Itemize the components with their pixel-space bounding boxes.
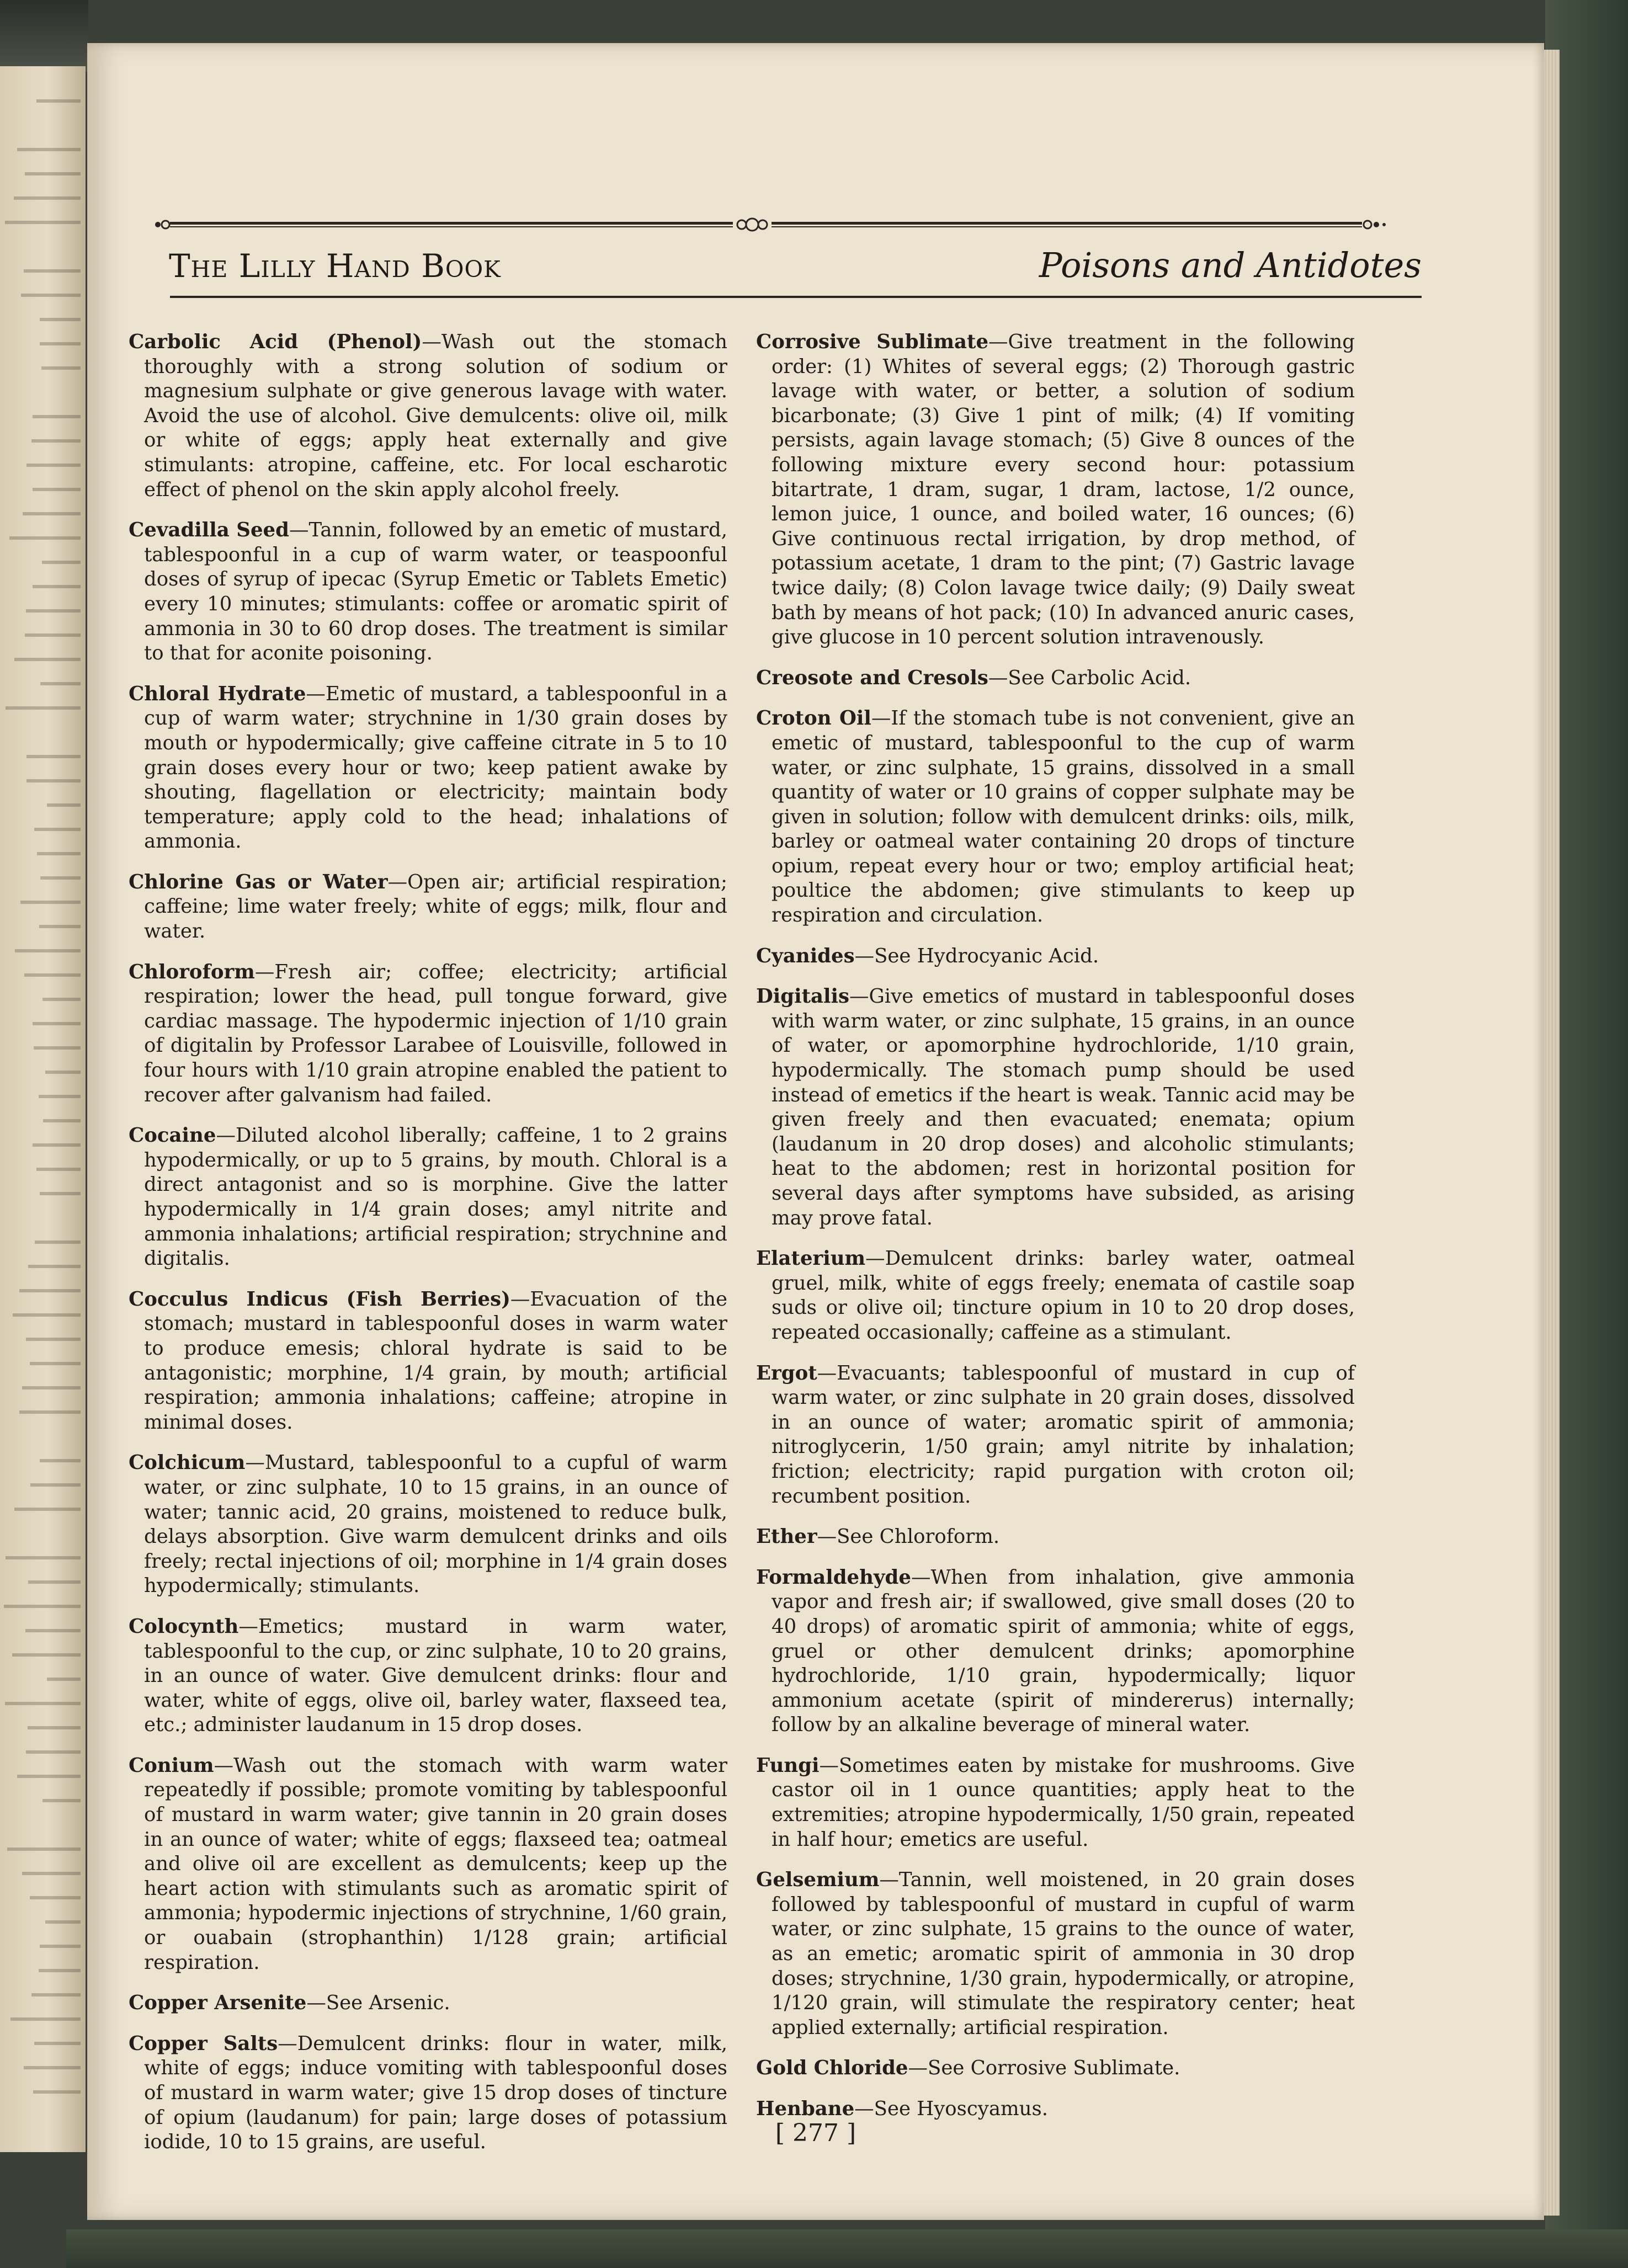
right-column: [756, 330, 1355, 2138]
poison-name: Carbolic Acid (Phenol): [129, 331, 422, 353]
facing-page-text-line: [40, 1945, 81, 1948]
facing-page-text-line: [17, 148, 81, 151]
poison-name: Henbane: [756, 2097, 855, 2120]
antidote-entry: [756, 984, 1355, 1231]
facing-page-text-line: [41, 366, 81, 370]
facing-page-text-line: [43, 1119, 81, 1122]
antidote-entry: [129, 1451, 727, 1599]
facing-page-text-line: [14, 196, 81, 200]
antidote-entry: [129, 960, 727, 1108]
facing-page-text-line: [19, 1410, 81, 1414]
treatment-text: —Demulcent drinks: flour in water, milk, white of eggs; induce vomiting with tablespoonful doses of mustard in warm water; give 15 drop doses of tincture of opium (laudanum) for pain; large doses of potassium iodide, 10 to 15 grains, are useful.: [144, 2032, 727, 2154]
poison-name: Ether: [756, 1525, 817, 1548]
treatment-text: —Give treatment in the following order: (1) Whites of several eggs; (2) Thorough gastric lavage with water, or better, a solution of sodium bicarbonate; (3) Give 1 pint of milk; (4) If vomiting persists, again lavage stomach; (5) Give 8 ounces of the following mixture every second hour: potassium bitartrate, 1 dram, sugar, 1 dram, lactose, 1/2 ounce, lemon juice, 1 ounce, and boiled water, 16 ounces; (6) Give continuous rectal irrigation, by drop method, of potassium acetate, 1 dram to the pint; (7) Gastric lavage twice daily; (8) Colon lavage twice daily; (9) Daily sweat bath by means of hot pack; (10) In advanced anuric cases, give glucose in 10 percent solution intravenously.: [772, 331, 1355, 649]
treatment-text: —Sometimes eaten by mistake for mushrooms. Give castor oil in 1 ounce quantities; apply heat to the extremities; atropine hypodermically, 1/50 grain, repeated in half hour; emetics are useful.: [772, 1754, 1355, 1851]
facing-page-text-line: [40, 682, 81, 685]
antidote-entry: [129, 682, 727, 854]
treatment-text: —Mustard, tablespoonful to a cupful of warm water, or zinc sulphate, 10 to 15 grains, in an ounce of water; tannic acid, 20 grains, moistened to reduce bulk, delays absorption. Give warm demulcent drinks and oils freely; rectal injections of oil; morphine in 1/4 grain doses hypodermically; stimulants.: [144, 1451, 727, 1598]
facing-page-text-line: [31, 1993, 81, 1997]
facing-page-text-line: [34, 1046, 81, 1050]
antidote-entry: [129, 2032, 727, 2155]
facing-page-text-line: [26, 1750, 81, 1754]
antidote-entry: [129, 1991, 727, 2016]
poison-name: Fungi: [756, 1754, 820, 1777]
antidote-entry: [129, 1287, 727, 1435]
facing-page-text-line: [47, 1678, 81, 1681]
treatment-text: —Emetic of mustard, a tablespoonful in a cup of warm water; strychnine in 1/30 grain doses by mouth or hypodermically; give caffeine citrate in 5 to 10 grain doses every hour or two; keep patient awake by shouting, flagellation or electricity; maintain body temperature; apply cold to the head; inhalations of ammonia.: [144, 682, 727, 853]
antidote-entry: [129, 1754, 727, 1975]
poison-name: Digitalis: [756, 985, 849, 1008]
facing-page-text-line: [42, 998, 81, 1001]
facing-page-text-line: [30, 1483, 81, 1487]
poison-name: Cyanides: [756, 944, 855, 967]
antidote-entry: [756, 2097, 1355, 2122]
facing-page-text-line: [13, 1313, 81, 1317]
treatment-text: —Diluted alcohol liberally; caffeine, 1 to 2 grains hypodermically, or up to 5 grains, by mouth. Chloral is a direct antagonist and so is morphine. Give the latter hypodermically in 1/4 grain doses; amyl nitrite and ammonia inhalations; artificial respiration; strychnine and digitalis.: [144, 1124, 727, 1270]
facing-page-text-line: [15, 949, 81, 952]
poison-name: Chloral Hydrate: [129, 682, 306, 705]
facing-page-text-line: [33, 415, 81, 418]
facing-page: [0, 66, 86, 2152]
antidote-entry: [129, 1615, 727, 1738]
poison-name: Gold Chloride: [756, 2057, 908, 2080]
facing-page-text-line: [24, 2066, 81, 2069]
facing-page-text-line: [26, 1338, 81, 1341]
facing-page-text-line: [6, 1556, 81, 1559]
antidote-entry: [756, 330, 1355, 650]
poison-name: Creosote and Cresols: [756, 666, 988, 689]
facing-page-text-line: [23, 512, 81, 515]
antidote-entry: [129, 1124, 727, 1271]
facing-page-text-line: [10, 2017, 81, 2021]
treatment-text: —Open air; artificial respiration; caffeine; lime water freely; white of eggs; milk, flour and water.: [144, 870, 727, 943]
poison-name: Cevadilla Seed: [129, 519, 289, 542]
facing-page-text-line: [25, 633, 81, 637]
facing-page-text-line: [25, 172, 81, 175]
facing-page-text-line: [42, 1799, 81, 1802]
facing-page-text-line: [40, 342, 81, 345]
book-cover-bottom: [66, 2229, 1628, 2268]
facing-page-text-line: [26, 779, 81, 782]
facing-page-text-line: [4, 1605, 81, 1608]
facing-page-text-line: [6, 706, 81, 710]
poison-name: Gelsemium: [756, 1868, 880, 1892]
facing-page-text-line: [28, 1580, 81, 1584]
section-title: Poisons and Antidotes: [1039, 245, 1422, 285]
book-shadow: [0, 0, 88, 72]
facing-page-text-line: [39, 1095, 81, 1098]
poison-name: Chlorine Gas or Water: [129, 870, 388, 893]
facing-page-text-line: [26, 755, 81, 758]
treatment-text: —See Carbolic Acid.: [988, 666, 1191, 689]
poison-name: Copper Arsenite: [129, 1992, 307, 2015]
poison-name: Formaldehyde: [756, 1566, 911, 1589]
facing-page-text-line: [34, 828, 81, 831]
poison-name: Ergot: [756, 1361, 817, 1385]
poison-name: Copper Salts: [129, 2032, 278, 2055]
antidote-entry: [756, 2056, 1355, 2081]
facing-page-text-line: [37, 852, 81, 855]
treatment-text: —Give emetics of mustard in tablespoonful doses with warm water, or zinc sulphate, 15 grains, in an ounce of water, or apomorphine hydrochloride, 1/10 grain, hypodermically. The stomach pump should be used instead of emetics if the heart is weak. Tannic acid may be given freely and then evacuated; enemata; opium (laudanum in 20 drop doses) and alcoholic stimulants; heat to the abdomen; rest in horizontal position for several days after symptoms have subsided, as arising may prove fatal.: [772, 985, 1355, 1229]
facing-page-text-line: [34, 2042, 81, 2045]
poison-name: Colocynth: [129, 1615, 239, 1638]
facing-page-text-line: [33, 1143, 81, 1147]
treatment-text: —Fresh air; coffee; electricity; artificial respiration; lower the head, pull tongue forward, give cardiac massage. The hypodermic injection of 1/10 grain of digitalin by Professor Larabee of Louisville, followed in four hours with 1/10 grain atropine enabled the patient to recover after galvanism had failed.: [144, 960, 727, 1106]
book-title: [169, 247, 501, 285]
treatment-text: —See Corrosive Sublimate.: [908, 2057, 1180, 2080]
antidote-entry: [756, 1566, 1355, 1738]
antidote-entry: [756, 1525, 1355, 1550]
facing-page-text-line: [28, 1726, 81, 1729]
facing-page-text-line: [39, 925, 81, 928]
antidote-entry: [756, 944, 1355, 969]
treatment-text: —See Hyoscyamus.: [854, 2097, 1049, 2120]
facing-page-text-line: [7, 1848, 81, 1851]
facing-page-text-line: [26, 609, 81, 613]
facing-page-text-line: [40, 318, 81, 321]
treatment-text: —See Chloroform.: [817, 1525, 1000, 1548]
antidote-entry: [756, 666, 1355, 691]
poison-name: Corrosive Sublimate: [756, 331, 989, 353]
facing-page-text-line: [22, 1872, 81, 1875]
treatment-text: —When from inhalation, give ammonia vapor and fresh air; if swallowed, give small doses (20 to 40 drops) of aromatic spirit of ammonia; white of eggs, gruel or other demulcent drinks; apomorphine hydrochloride, 1/10 grain, hypodermically; liquor ammonium acetate (spirit of mindererus) internally; follow by an alkaline beverage of mineral water.: [772, 1566, 1355, 1737]
treatment-text: —Evacuants; tablespoonful of mustard in cup of warm water, or zinc sulphate in 20 grain doses, dissolved in an ounce of water; aromatic spirit of ammonia; nitroglycerin, 1/50 grain; amyl nitrite by inhalation; friction; electricity; rapid purgation with croton oil; recumbent position.: [772, 1361, 1355, 1508]
poison-name: Croton Oil: [756, 707, 871, 730]
antidote-entry: [129, 870, 727, 944]
antidote-entry: [756, 1868, 1355, 2040]
book-page: [87, 43, 1544, 2220]
facing-page-text-line: [36, 1168, 81, 1171]
treatment-text: —Evacuation of the stomach; mustard in tablespoonful doses in warm water to produce emesis; chloral hydrate is said to be antagonistic; morphine, 1/4 grain, by mouth; artificial respiration; ammonia inhalations; caffeine; atropine in minimal doses.: [144, 1287, 728, 1434]
page-edges: [1544, 50, 1560, 2216]
facing-page-text-line: [24, 973, 81, 977]
book-title-text: The Lilly Hand Book: [169, 247, 501, 285]
facing-page-text-line: [30, 1362, 81, 1365]
facing-page-text-line: [14, 1508, 81, 1511]
facing-page-text-line: [40, 1192, 81, 1195]
treatment-text: —See Hydrocyanic Acid.: [854, 944, 1099, 967]
facing-page-text-line: [39, 1969, 81, 1972]
facing-page-text-line: [14, 658, 81, 661]
facing-page-text-line: [19, 1289, 81, 1292]
facing-page-text-line: [40, 876, 81, 880]
treatment-text: —See Arsenic.: [306, 1992, 450, 2015]
antidote-entry: [756, 1247, 1355, 1345]
facing-page-text-line: [28, 1265, 81, 1268]
facing-page-text-line: [45, 1920, 81, 1924]
facing-page-text-line: [22, 1386, 81, 1389]
treatment-text: —If the stomach tube is not convenient, give an emetic of mustard, tablespoonful to the cup of warm water, or zinc sulphate, 15 grains, dissolved in a small quantity of water or 10 grains of copper sulphate may be given in solution; follow with demulcent drinks: oils, milk, barley or oatmeal water containing 20 drops of tincture opium, repeat every hour or two; employ artificial heat; poultice the abdomen; give stimulants to keep up respiration and circulation.: [772, 707, 1355, 927]
antidote-entry: [756, 1361, 1355, 1509]
treatment-text: —Wash out the stomach thoroughly with a strong solution of sodium or magnesium sulphate or give generous lavage with water. Avoid the use of alcohol. Give demulcents: olive oil, milk or white of eggs; apply heat externally and give stimulants: atropine, caffeine, etc. For local escharotic effect of phenol on the skin apply alcohol freely.: [144, 331, 727, 501]
facing-page-text-line: [33, 585, 81, 588]
antidote-entry: [756, 706, 1355, 928]
facing-page-text-line: [9, 536, 81, 540]
facing-page-text-line: [17, 1775, 81, 1778]
poison-name: Cocculus Indicus (Fish Berries): [129, 1287, 510, 1311]
facing-page-text-line: [33, 2090, 81, 2094]
facing-page-text-line: [31, 439, 81, 443]
facing-page-text-line: [35, 1241, 81, 1244]
header-rule: [170, 296, 1422, 298]
facing-page-text-line: [33, 488, 81, 491]
facing-page-text-line: [45, 1071, 81, 1074]
facing-page-text-line: [24, 269, 81, 273]
left-column: [129, 330, 727, 2171]
antidote-entry: [129, 518, 727, 666]
facing-page-text-line: [21, 294, 81, 297]
poison-name: Elaterium: [756, 1247, 866, 1270]
poison-name: Conium: [129, 1754, 214, 1777]
facing-page-text-line: [40, 1459, 81, 1462]
facing-page-text-line: [36, 99, 81, 103]
poison-name: Cocaine: [129, 1124, 216, 1147]
facing-page-text-line: [26, 464, 81, 467]
facing-page-text-line: [25, 1629, 81, 1632]
poison-name: Chloroform: [129, 960, 255, 983]
treatment-text: —Tannin, well moistened, in 20 grain doses followed by tablespoonful of mustard in cupful of warm water, or zinc sulphate, 15 grains to the ounce of water, as an emetic; aromatic spirit of ammonia in 30 drop doses; strychnine, 1/30 grain, hypodermically, or atropine, 1/120 grain, will stimulate the respiratory center; heat applied externally; artificial respiration.: [772, 1868, 1355, 2039]
facing-page-text-line: [33, 1022, 81, 1025]
treatment-text: —Demulcent drinks: barley water, oatmeal gruel, milk, white of eggs freely; enemata of castile soap suds or olive oil; tincture opium in 10 to 20 drop doses, repeated occasionally; caffeine as a stimulant.: [772, 1247, 1355, 1344]
facing-page-text-line: [5, 221, 81, 224]
antidote-entry: [756, 1754, 1355, 1852]
facing-page-text-line: [30, 1896, 81, 1899]
antidote-entry: [129, 330, 727, 502]
treatment-text: —Wash out the stomach with warm water repeatedly if possible; promote vomiting by tablespoonful of mustard in warm water; give tannin in 20 grain doses in an ounce of water; white of eggs; flaxseed tea; oatmeal and olive oil are excellent as demulcents; keep up the heart action with stimulants such as aromatic spirit of ammonia; hypodermic injections of strychnine, 1/60 grain, or ouabain (strophanthin) 1/128 grain; artificial respiration.: [144, 1754, 727, 1974]
facing-page-text-line: [47, 803, 81, 807]
treatment-text: —Tannin, followed by an emetic of mustard, tablespoonful in a cup of warm water, or teaspoonful doses of syrup of ipecac (Syrup Emetic or Tablets Emetic) every 10 minutes; stimulants: coffee or aromatic spirit of ammonia in 30 to 60 drop doses. The treatment is similar to that for aconite poisoning.: [144, 519, 727, 665]
treatment-text: —Emetics; mustard in warm water, tablespoonful to the cup, or zinc sulphate, 10 to 20 grains, in an ounce of water. Give demulcent drinks: flour and water, white of eggs, olive oil, barley water, flaxseed tea, etc.; administer laudanum in 15 drop doses.: [144, 1615, 727, 1737]
facing-page-text-line: [12, 1653, 81, 1657]
page-number: [ 277 ]: [775, 2119, 856, 2147]
facing-page-text-line: [20, 901, 81, 904]
facing-page-text-line: [42, 561, 81, 564]
poison-name: Colchicum: [129, 1451, 246, 1474]
facing-page-text-line: [5, 1702, 81, 1705]
